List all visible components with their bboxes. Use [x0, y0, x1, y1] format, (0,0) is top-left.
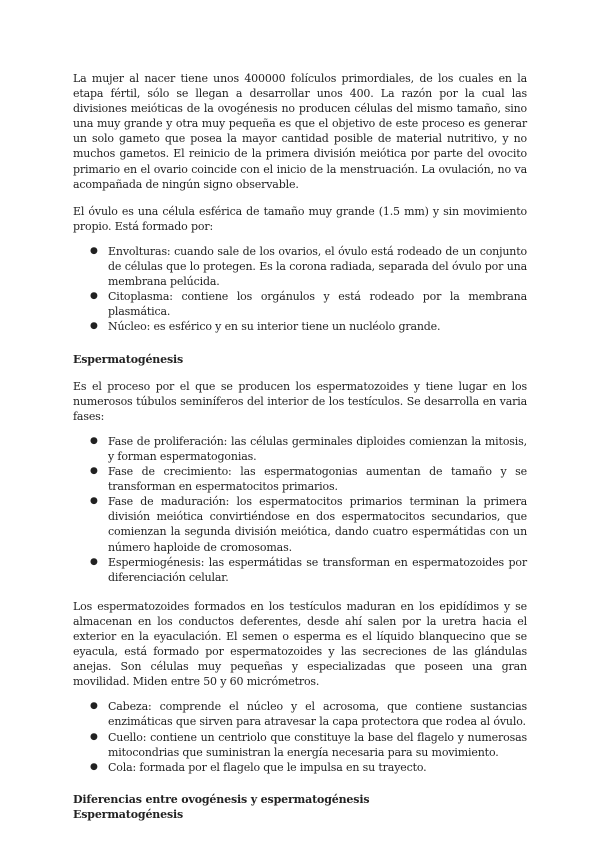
- list-item-crecimiento: ● Fase de crecimiento: las espermatogonias aumentan de tamaño y se transforman en espermatocitos primarios.: [90, 465, 527, 494]
- bullet-icon: ●: [90, 556, 98, 567]
- ovulo-structure-list: [73, 244, 527, 335]
- subheading-espermatogenesis: Espermatogénesis: [73, 807, 184, 821]
- bullet-icon: ●: [90, 291, 98, 302]
- fases-list: [73, 434, 527, 585]
- bullet-icon: ●: [90, 701, 98, 712]
- bullet-icon: ●: [90, 761, 98, 772]
- heading-diferencias: Diferencias entre ovogénesis y espermatogénesis: [73, 792, 370, 806]
- heading-espermatogenesis: Espermatogénesis: [73, 352, 184, 366]
- list-item-envolturas: ● Envolturas: cuando sale de los ovarios, el óvulo está rodeado de un conjunto de células que lo protegen. Es la corona radiada, separada del óvulo por una membrana pelúcida.: [90, 244, 527, 289]
- list-item-cabeza: ● Cabeza: comprende el núcleo y el acrosoma, que contiene sustancias enzimáticas que sirven para atravesar la capa protectora que rodea al óvulo.: [90, 700, 527, 729]
- list-item-proliferacion: ● Fase de proliferación: las células germinales diploides comienzan la mitosis, y forman espermatogonias.: [90, 434, 527, 463]
- espermatozoides-paragraph: Los espermatozoides formados en los testículos maduran en los epidídimos y se almacenan en los conductos deferentes, desde ahí salen por la uretra hacia el exterior en la eyaculación. El semen o esperma es el líquido blanquecino que se eyacula, está formado por espermatozoides y las secreciones de las glándulas anejas. Son células muy pequeñas y especializadas que poseen una gran movilidad. Miden entre 50 y 60 micrómetros.: [73, 599, 527, 689]
- list-item-cuello: ● Cuello: contiene un centriolo que constituye la base del flagelo y numerosas mitocondrias que suministran la energía necesaria para su movimiento.: [90, 730, 527, 759]
- intro-paragraph: La mujer al nacer tiene unos 400000 folículos primordiales, de los cuales en la etapa fértil, sólo se llegan a desarrollar unos 400. La razón por la cual las divisiones meióticas de la ovogénesis no producen células del mismo tamaño, sino una muy grande y otra muy pequeña es que el objetivo de este proceso es generar un solo gameto que posea la mayor cantidad posible de material nutritivo, y no muchos gametos. El reinicio de la primera división meiótica por parte del ovocito primario en el ovario coincide con el inicio de la menstruación. La ovulación, no va acompañada de ningún signo observable.: [73, 72, 527, 191]
- list-item-nucleo: ● Núcleo: es esférico y en su interior tiene un nucléolo grande.: [90, 320, 441, 334]
- bullet-icon: ●: [90, 321, 98, 332]
- espermatogenesis-paragraph: Es el proceso por el que se producen los espermatozoides y tiene lugar en los numerosos túbulos seminíferos del interior de los testículos. Se desarrolla en varia fases:: [73, 379, 527, 423]
- ovulo-paragraph: El óvulo es una célula esférica de tamaño muy grande (1.5 mm) y sin movimiento propio. Está formado por:: [73, 204, 527, 233]
- list-item-citoplasma: ● Citoplasma: contiene los orgánulos y está rodeado por la membrana plasmática.: [90, 290, 527, 319]
- list-item-espermiogenesis: ● Espermiogénesis: las espermátidas se transforman en espermatozoides por diferenciación celular.: [90, 555, 527, 584]
- list-item-maduracion: ● Fase de maduración: los espermatocitos primarios terminan la primera división meiótica convirtiéndose en dos espermatocitos secundarios, que comienzan la segunda división meiótica, dando cuatro espermátidas con un número haploide de cromosomas.: [90, 495, 527, 554]
- list-item-cola: ● Cola: formada por el flagelo que le impulsa en su trayecto.: [90, 760, 427, 774]
- bullet-icon: ●: [90, 731, 98, 742]
- bullet-icon: ●: [90, 466, 98, 477]
- bullet-icon: ●: [90, 245, 98, 256]
- bullet-icon: ●: [90, 435, 98, 446]
- partes-list: [73, 699, 527, 774]
- bullet-icon: ●: [90, 496, 98, 507]
- document-content: [73, 71, 527, 822]
